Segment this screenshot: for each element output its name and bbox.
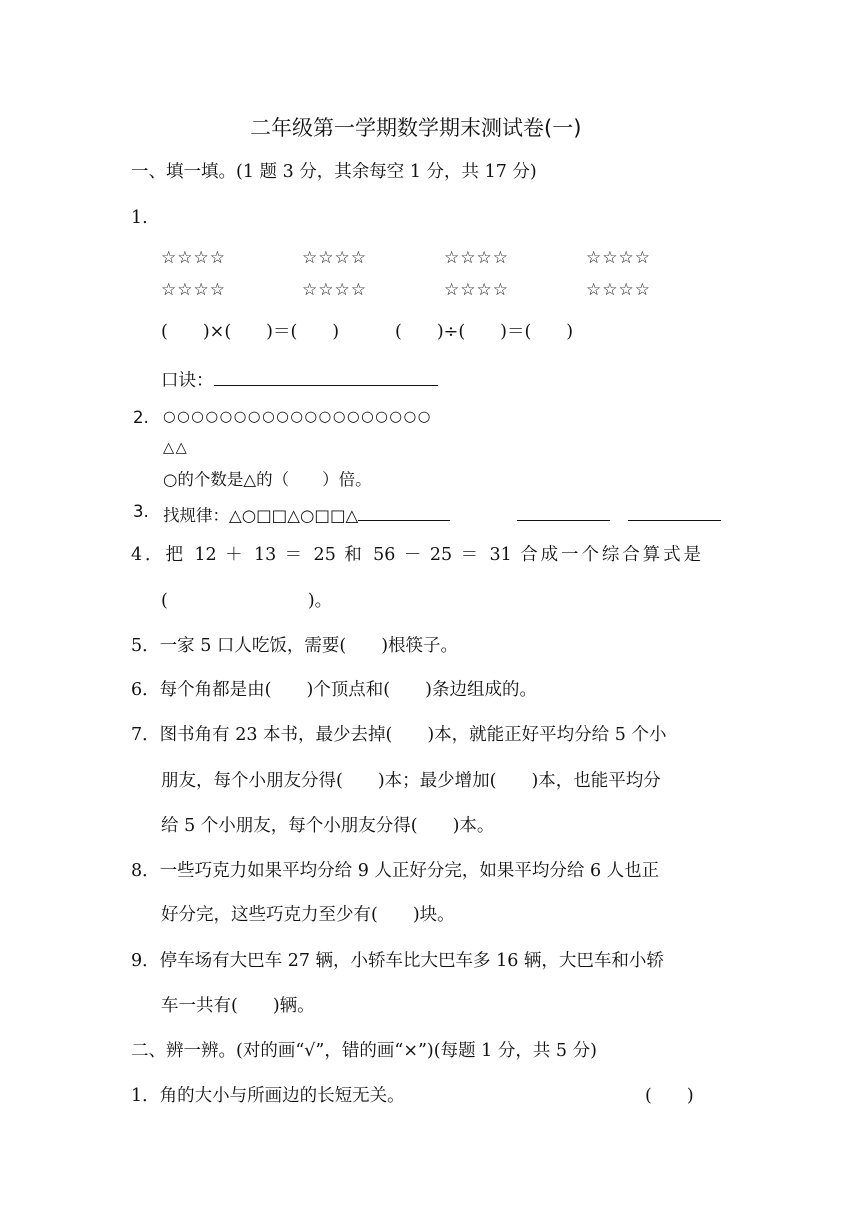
answer-parentheses[interactable]: ( ) (645, 1086, 694, 1106)
star-group: ☆☆☆☆ (161, 248, 226, 268)
question-number: 2. (133, 408, 149, 427)
question-text: 7．图书角有 23 本书，最少去掉( )本，就能正好平均分给 5 个小 (131, 725, 667, 745)
question-text: 车一共有( )辆。 (161, 996, 315, 1016)
question-text: 8．一些巧克力如果平均分给 9 人正好分完，如果平均分给 6 人也正 (131, 861, 660, 881)
division-formula: ( )÷( )＝( ) (395, 322, 574, 342)
star-group: ☆☆☆☆ (302, 248, 367, 268)
pattern-answer-line-3[interactable] (628, 502, 721, 527)
page-title: 二年级第一学期数学期末测试卷(一) (250, 116, 582, 140)
pattern-text: 找规律：△○□□△○□□△ (163, 506, 359, 525)
multiplication-formula: ( )×( )＝( ) (161, 322, 340, 342)
pattern-answer-line-2[interactable] (517, 502, 610, 527)
star-group: ☆☆☆☆ (586, 248, 651, 268)
koujue-answer-line[interactable] (214, 367, 438, 386)
question-number: 1. (131, 208, 148, 228)
koujue-text: 口诀： (161, 371, 214, 391)
question-text: 6．每个角都是由( )个顶点和( )条边组成的。 (131, 680, 537, 700)
section-heading: 二、辨一辨。(对的画“√”，错的画“×”)(每题 1 分，共 5 分) (131, 1041, 597, 1061)
star-group: ☆☆☆☆ (302, 280, 367, 300)
triangle-row: △△ (163, 440, 189, 456)
circle-row: ○○○○○○○○○○○○○○○○○○○ (163, 409, 432, 425)
question-text: 朋友，每个小朋友分得( )本；最少增加( )本，也能平均分 (161, 771, 661, 791)
star-group: ☆☆☆☆ (444, 248, 509, 268)
pattern-answer-line-1[interactable] (358, 502, 450, 521)
koujue-label (161, 367, 438, 392)
question-text: ( )。 (161, 591, 333, 611)
question-text: 1．角的大小与所画边的长短无关。 (131, 1086, 405, 1106)
star-group: ☆☆☆☆ (586, 280, 651, 300)
question-text: ○的个数是△的（ ）倍。 (163, 470, 372, 489)
question-text: 4．把 12 ＋ 13 ＝ 25 和 56 － 25 ＝ 31 合成一个综合算式是 (131, 545, 701, 565)
star-group: ☆☆☆☆ (161, 280, 226, 300)
question-text: 给 5 个小朋友，每个小朋友分得( )本。 (161, 816, 495, 836)
section-heading: 一、填一填。(1 题 3 分，其余每空 1 分，共 17 分) (131, 162, 537, 182)
question-text: 5．一家 5 口人吃饭，需要( )根筷子。 (131, 636, 459, 656)
question-text: 好分完，这些巧克力至少有( )块。 (161, 905, 455, 925)
pattern-question (163, 502, 450, 526)
question-text: 9．停车场有大巴车 27 辆，小轿车比大巴车多 16 辆，大巴车和小轿 (131, 951, 664, 971)
question-number: 3. (133, 502, 149, 521)
star-group: ☆☆☆☆ (444, 280, 509, 300)
